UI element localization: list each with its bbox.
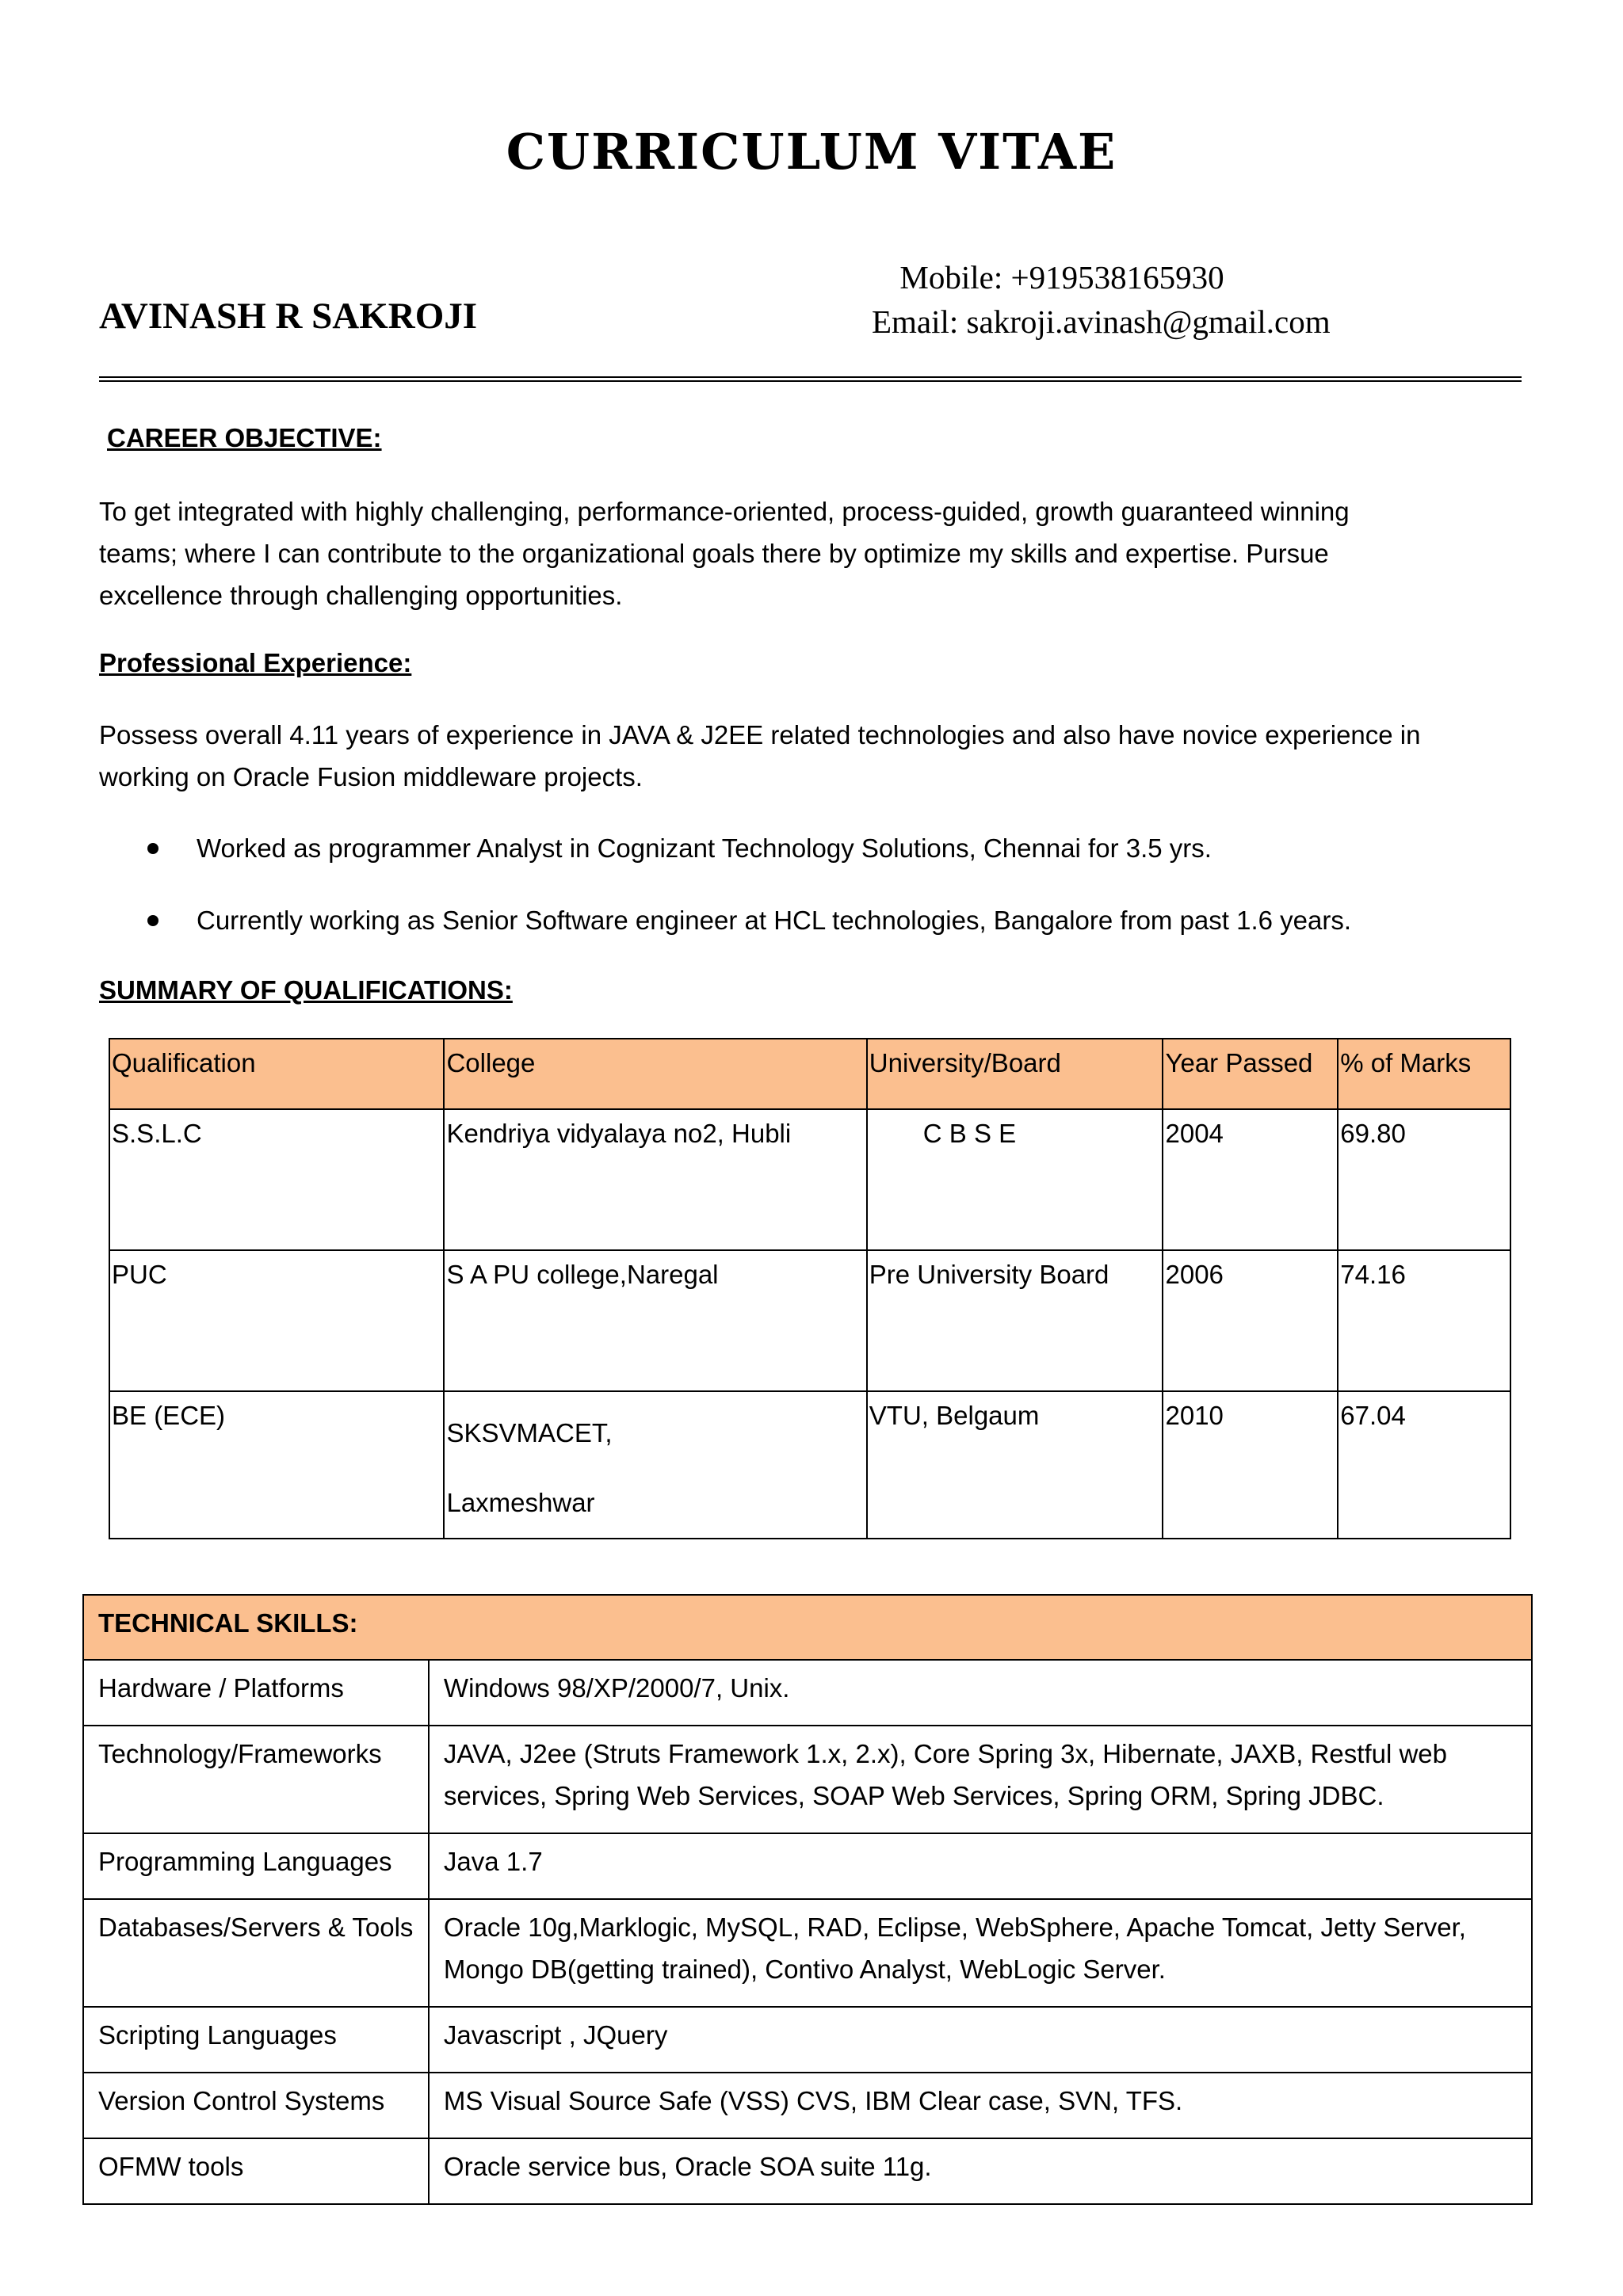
marks-cell: 69.80 (1338, 1109, 1510, 1250)
skill-value: Oracle 10g,Marklogic, MySQL, RAD, Eclipse, WebSphere, Apache Tomcat, Jetty Server, Mongo DB(getting trained), Contivo Analyst, WebLogic Server. (429, 1899, 1532, 2007)
technical-skills-table (82, 1594, 1533, 2205)
candidate-name: AVINASH R SAKROJI (99, 296, 478, 337)
board-cell: Pre University Board (867, 1250, 1163, 1391)
skill-value: Oracle service bus, Oracle SOA suite 11g. (429, 2138, 1532, 2204)
skill-category: Hardware / Platforms (83, 1660, 429, 1726)
table-row (109, 1250, 1510, 1391)
career-objective-line: excellence through challenging opportunities. (99, 581, 623, 610)
career-objective-line: teams; where I can contribute to the organizational goals there by optimize my skills and expertise. Pursue (99, 539, 1329, 568)
college-cell: Kendriya vidyalaya no2, Hubli (444, 1109, 866, 1250)
experience-bullet: Currently working as Senior Software engineer at HCL technologies, Bangalore from past 1.6 years. (197, 906, 1352, 935)
marks-cell: 74.16 (1338, 1250, 1510, 1391)
marks-cell: 67.04 (1338, 1391, 1510, 1539)
qualification-cell: S.S.L.C (109, 1109, 444, 1250)
column-header: University/Board (867, 1039, 1163, 1109)
college-cell (444, 1391, 866, 1539)
year-cell: 2010 (1163, 1391, 1338, 1539)
skill-category: OFMW tools (83, 2138, 429, 2204)
experience-line: working on Oracle Fusion middleware projects. (99, 762, 643, 791)
year-cell: 2004 (1163, 1109, 1338, 1250)
skill-value: MS Visual Source Safe (VSS) CVS, IBM Clear case, SVN, TFS. (429, 2073, 1532, 2138)
header-divider (99, 376, 1522, 382)
email-address: Email: sakroji.avinash@gmail.com (872, 303, 1331, 340)
year-cell: 2006 (1163, 1250, 1338, 1391)
skill-category: Programming Languages (83, 1833, 429, 1899)
table-header-row (109, 1039, 1510, 1109)
table-row (83, 2007, 1532, 2073)
qualification-cell: BE (ECE) (109, 1391, 444, 1539)
board-cell: VTU, Belgaum (867, 1391, 1163, 1539)
skill-category: Technology/Frameworks (83, 1726, 429, 1833)
skill-category: Version Control Systems (83, 2073, 429, 2138)
college-line: Laxmeshwar (446, 1488, 595, 1517)
college-cell: S A PU college,Naregal (444, 1250, 866, 1391)
skill-value: JAVA, J2ee (Struts Framework 1.x, 2.x), Core Spring 3x, Hibernate, JAXB, Restful web services, Spring Web Services, SOAP Web Services, Spring ORM, Spring JDBC. (429, 1726, 1532, 1833)
table-row (83, 1833, 1532, 1899)
table-row (83, 2073, 1532, 2138)
table-row (83, 1660, 1532, 1726)
career-objective-heading: CAREER OBJECTIVE: (107, 423, 382, 452)
table-header-row (83, 1595, 1532, 1660)
technical-skills-heading: TECHNICAL SKILLS: (83, 1595, 1532, 1660)
page-title: CURRICULUM VITAE (506, 123, 1117, 181)
table-row (109, 1391, 1510, 1539)
career-objective-line: To get integrated with highly challenging, performance-oriented, process-guided, growth guaranteed winning (99, 497, 1350, 526)
college-line: SKSVMACET, (446, 1418, 613, 1447)
experience-heading: Professional Experience: (99, 648, 412, 677)
skill-value: Javascript , JQuery (429, 2007, 1532, 2073)
bullet-icon (147, 915, 158, 926)
bullet-icon (147, 843, 158, 854)
career-objective-text (99, 490, 1510, 616)
experience-bullet: Worked as programmer Analyst in Cognizant Technology Solutions, Chennai for 3.5 yrs. (197, 833, 1212, 863)
qualification-cell: PUC (109, 1250, 444, 1391)
experience-line: Possess overall 4.11 years of experience in JAVA & J2EE related technologies and also have novice experience in (99, 720, 1421, 749)
skill-category: Scripting Languages (83, 2007, 429, 2073)
skill-value: Java 1.7 (429, 1833, 1532, 1899)
table-row (83, 2138, 1532, 2204)
column-header: Qualification (109, 1039, 444, 1109)
contact-block (872, 255, 1331, 344)
skill-category: Databases/Servers & Tools (83, 1899, 429, 2007)
experience-summary (99, 714, 1510, 798)
table-row (83, 1726, 1532, 1833)
skill-value: Windows 98/XP/2000/7, Unix. (429, 1660, 1532, 1726)
column-header: Year Passed (1163, 1039, 1338, 1109)
qualifications-heading: SUMMARY OF QUALIFICATIONS: (99, 975, 513, 1005)
column-header: % of Marks (1338, 1039, 1510, 1109)
qualifications-table (109, 1038, 1511, 1539)
table-row (83, 1899, 1532, 2007)
column-header: College (444, 1039, 866, 1109)
table-row (109, 1109, 1510, 1250)
board-cell: C B S E (867, 1109, 1163, 1250)
mobile-number: Mobile: +919538165930 (899, 259, 1224, 296)
